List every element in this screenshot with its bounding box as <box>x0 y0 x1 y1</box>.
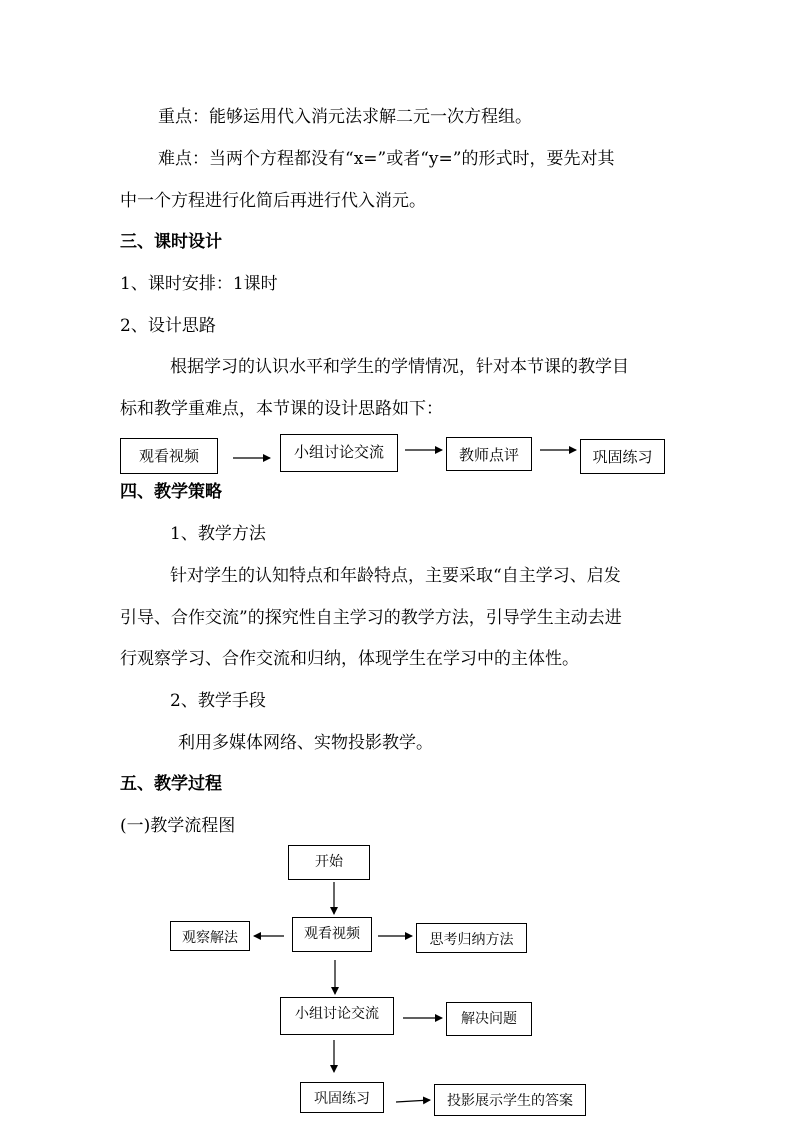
section-5-heading: 五、教学过程 <box>120 774 222 794</box>
design-text-line-1: 根据学习的认识水平和学生的学情情况，针对本节课的教学目 <box>170 357 629 377</box>
design-text-line-2: 标和教学重难点，本节课的设计思路如下： <box>120 399 443 419</box>
item-lesson-arrangement: 1、课时安排：1课时 <box>120 274 278 294</box>
teaching-method-heading: 1、教学方法 <box>170 524 266 544</box>
flowchart-observe-method: 观察解法 <box>170 921 250 951</box>
teaching-method-line-1: 针对学生的认知特点和年龄特点，主要采取“自主学习、启发 <box>170 566 621 586</box>
flowchart-solve-problem: 解决问题 <box>446 1002 532 1036</box>
arrow-practice-to-answers <box>396 1100 430 1102</box>
teaching-means-text: 利用多媒体网络、实物投影教学。 <box>178 733 433 753</box>
section-3-heading: 三、课时设计 <box>120 232 222 252</box>
flowchart-practice: 巩固练习 <box>300 1082 384 1113</box>
design-flow-step-4: 巩固练习 <box>580 439 665 474</box>
item-design-idea: 2、设计思路 <box>120 316 216 336</box>
key-point-text: 重点：能够运用代入消元法求解二元一次方程组。 <box>158 107 532 127</box>
flowchart-think-summarize: 思考归纳方法 <box>416 923 527 953</box>
flowchart-project-answers: 投影展示学生的答案 <box>434 1084 586 1116</box>
teaching-method-line-3: 行观察学习、合作交流和归纳，体现学生在学习中的主体性。 <box>120 649 579 669</box>
design-flow-step-3: 教师点评 <box>446 437 532 471</box>
flowchart-start: 开始 <box>288 845 370 880</box>
flowchart-group-discussion: 小组讨论交流 <box>280 997 394 1035</box>
flowchart-watch-video: 观看视频 <box>292 917 372 952</box>
difficulty-text-line-1: 难点：当两个方程都没有“x=”或者“y=”的形式时，要先对其 <box>158 149 615 169</box>
teaching-method-line-2: 引导、合作交流”的探究性自主学习的教学方法，引导学生主动去进 <box>120 608 622 628</box>
difficulty-text-line-2: 中一个方程进行化简后再进行代入消元。 <box>120 191 426 211</box>
design-flow-step-1: 观看视频 <box>120 438 218 474</box>
design-flow-step-2: 小组讨论交流 <box>280 434 398 472</box>
section-4-heading: 四、教学策略 <box>120 482 222 502</box>
flowchart-heading: (一)教学流程图 <box>120 816 236 836</box>
teaching-means-heading: 2、教学手段 <box>170 691 266 711</box>
